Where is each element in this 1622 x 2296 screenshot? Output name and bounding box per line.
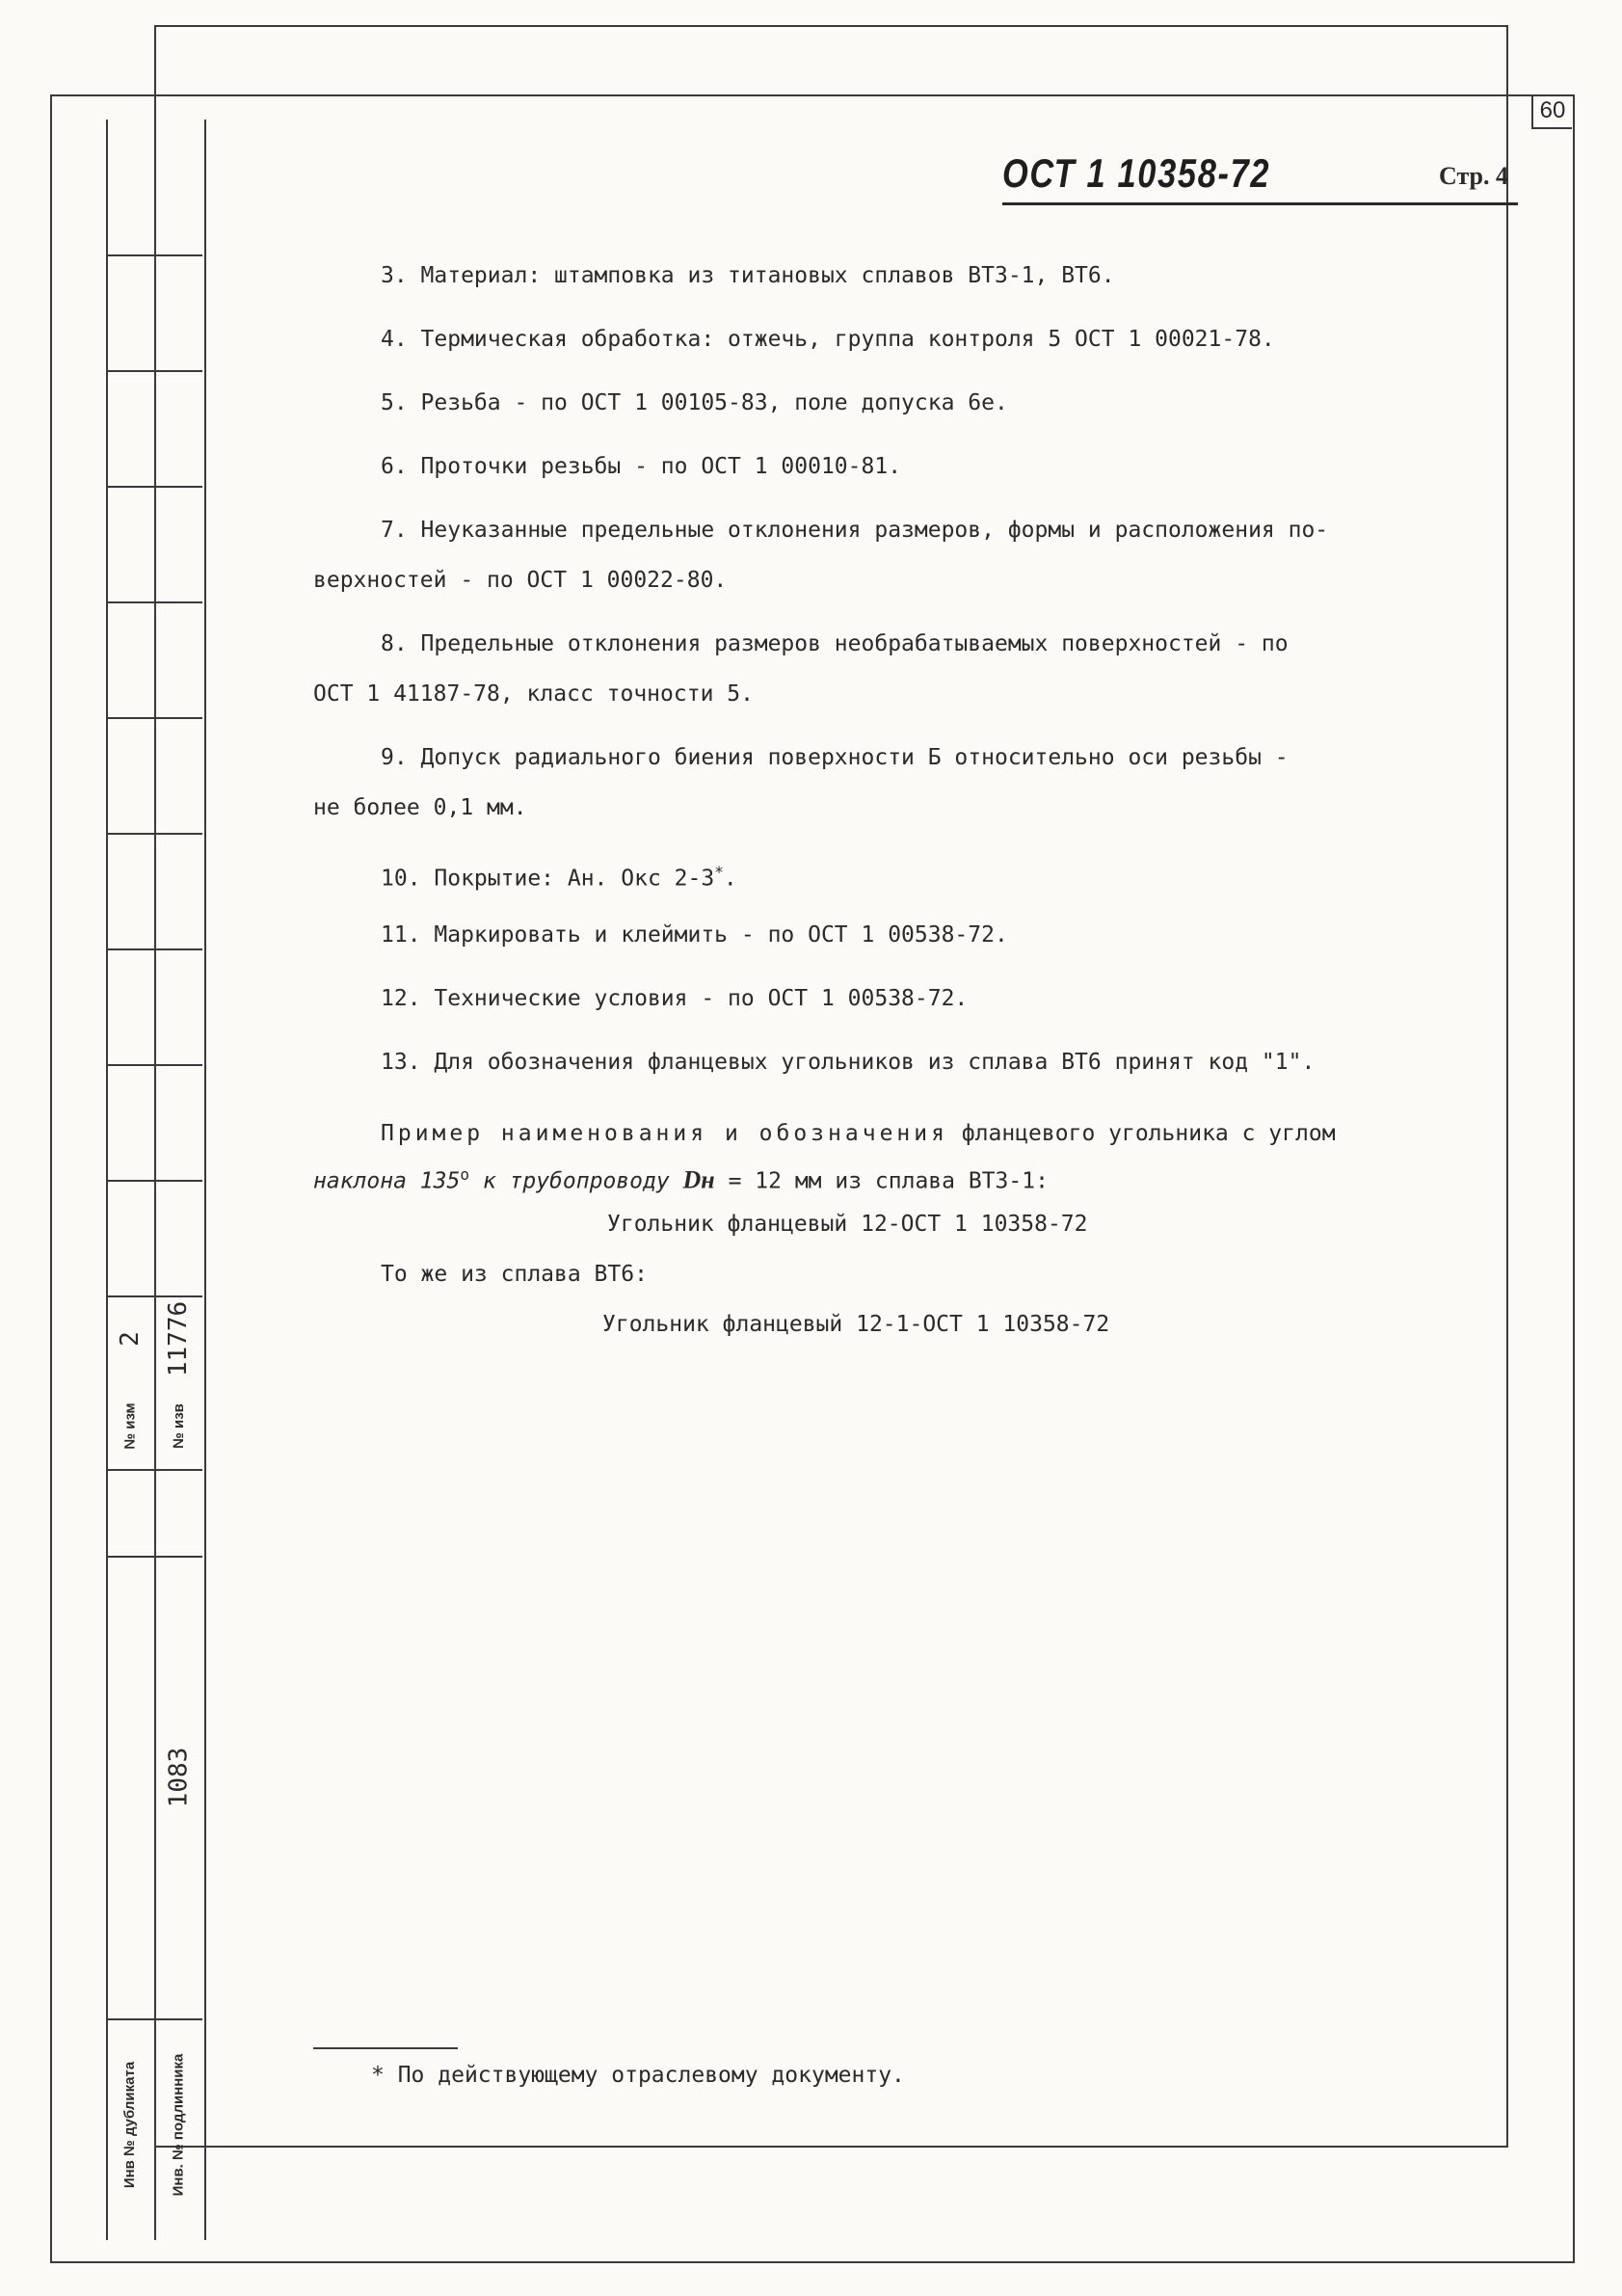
example-line2: наклона $135^о$ к трубопроводу Dн = 12 мм из сплава ВТ3-1: xyxy=(313,1165,1049,1194)
footnote-divider xyxy=(313,2047,458,2049)
izv-value: 11776 xyxy=(164,1300,193,1377)
footnote: * По действующему отраслевому документу. xyxy=(371,2063,905,2088)
page-header xyxy=(1002,145,1518,205)
document-number: ОСТ 1 10358-72 xyxy=(1002,150,1271,196)
item-13: 13. Для обозначения фланцевых угольников из сплава ВТ6 принят код "1". xyxy=(381,1050,1316,1075)
same-alloy-line: То же из сплава ВТ6: xyxy=(381,1262,648,1287)
podl-value: 1083 xyxy=(164,1747,193,1808)
item-12: 12. Технические условия - по ОСТ 1 00538-72. xyxy=(381,986,969,1011)
item-11: 11. Маркировать и клеймить - по ОСТ 1 00538-72. xyxy=(381,922,1008,948)
page-label: Стр. 4 xyxy=(1439,162,1508,190)
podl-label: Инв. № подлинника xyxy=(170,2053,187,2196)
designation-2: Угольник фланцевый 12-1-ОСТ 1 10358-72 xyxy=(602,1312,1110,1337)
dubl-label: Инв № дубликата xyxy=(121,2061,139,2188)
item-9-line2: не более 0,1 мм. xyxy=(313,795,527,820)
item-6: 6. Проточки резьбы - по ОСТ 1 00010-81. xyxy=(381,454,902,479)
item-3: 3. Материал: штамповка из титановых сплавов ВТ3-1, ВТ6. xyxy=(381,263,1115,288)
item-5: 5. Резьба - по ОСТ 1 00105-83, поле допуска 6е. xyxy=(381,390,1008,415)
item-10: 10. Покрытие: Ан. Окс 2-3*. xyxy=(381,863,737,892)
sheet-number: 60 xyxy=(1531,94,1572,129)
izm-value: 2 xyxy=(116,1331,145,1347)
izv-label: № изв xyxy=(170,1402,187,1449)
item-8-line1: 8. Предельные отклонения размеров необрабатываемых поверхностей - по xyxy=(381,631,1289,656)
example-line1: Пример наименования и обозначения фланцевого угольника с углом xyxy=(381,1121,1336,1146)
item-7-line1: 7. Неуказанные предельные отклонения размеров, формы и расположения по- xyxy=(381,518,1329,543)
item-4: 4. Термическая обработка: отжечь, группа контроля 5 ОСТ 1 00021-78. xyxy=(381,327,1275,352)
side-stamp-strip xyxy=(106,120,202,2240)
footnote-mark: * xyxy=(714,863,724,881)
item-9-line1: 9. Допуск радиального биения поверхности Б относительно оси резьбы - xyxy=(381,745,1289,770)
dh-symbol: Dн xyxy=(682,1165,715,1194)
item-7-line2: верхностей - по ОСТ 1 00022-80. xyxy=(313,568,728,593)
item-8-line2: ОСТ 1 41187-78, класс точности 5. xyxy=(313,681,754,707)
izm-label: № изм xyxy=(121,1402,139,1450)
designation-1: Угольник фланцевый 12-ОСТ 1 10358-72 xyxy=(607,1212,1088,1237)
